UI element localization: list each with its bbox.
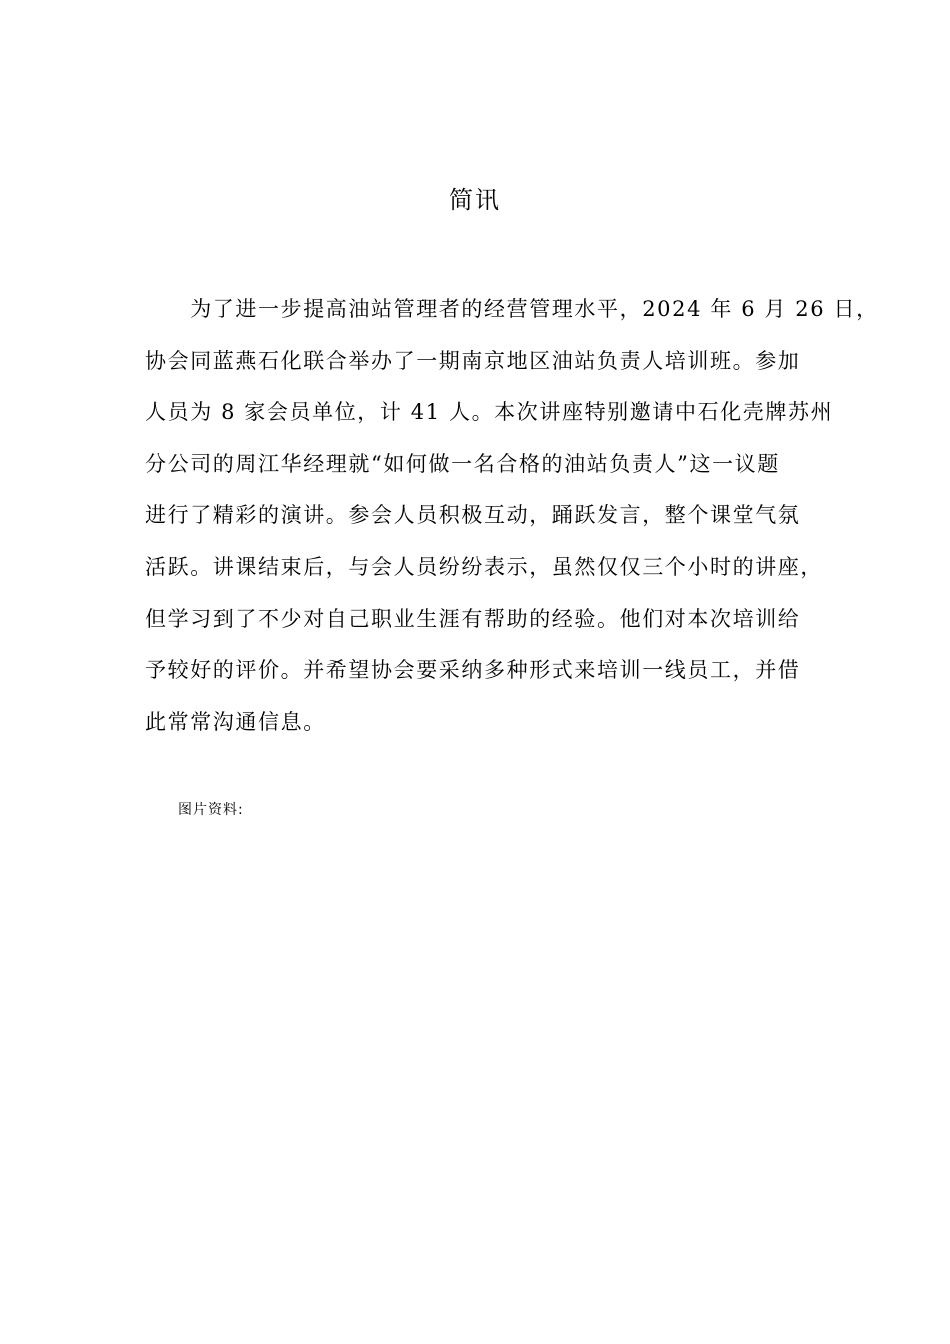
paragraph-line: 为了进一步提高油站管理者的经营管理水平，2024 年 6 月 26 日， [145,297,879,321]
paragraph-line: 予较好的评价。并希望协会要采纳多种形式来培训一线员工，并借 [145,658,801,683]
paragraph-line: 活跃。讲课结束后，与会人员纷纷表示，虽然仅仅三个小时的讲座， [145,554,823,579]
paragraph-line: 此常常沟通信息。 [145,709,326,734]
document-title: 简讯 [449,186,501,214]
paragraph-line: 但学习到了不少对自己职业生涯有帮助的经验。他们对本次培训给 [145,606,801,631]
paragraph-line: 进行了精彩的演讲。参会人员积极互动，踊跃发言，整个课堂气氛 [145,503,801,528]
image-materials-caption: 图片资料: [178,802,244,818]
paragraph-line: 人员为 8 家会员单位，计 41 人。本次讲座特别邀请中石化壳牌苏州 [145,400,834,425]
news-paragraph [145,284,879,748]
paragraph-line: 协会同蓝燕石化联合举办了一期南京地区油站负责人培训班。参加 [145,348,801,373]
paragraph-line: 分公司的周江华经理就“如何做一名合格的油站负责人”这一议题 [145,451,780,476]
